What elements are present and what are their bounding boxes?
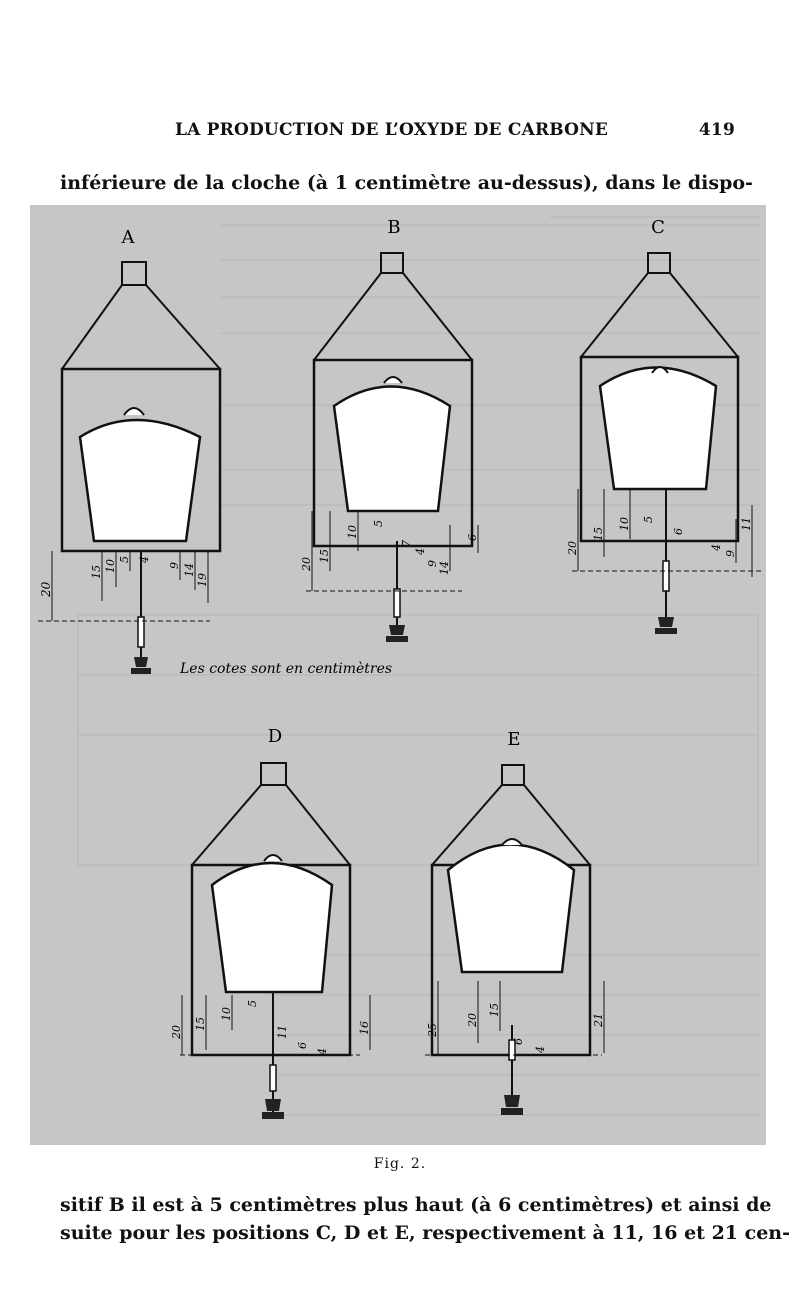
panel-d: [170, 726, 371, 1119]
panel-c: [566, 217, 762, 634]
dimension-label: 20: [566, 541, 579, 555]
dimension-label: 4: [710, 544, 723, 551]
dimension-label: 15: [90, 565, 103, 579]
dimension-label: 4: [138, 556, 151, 563]
dimension-label: 21: [592, 1013, 605, 1027]
panel-label-e: E: [507, 729, 521, 750]
dimension-label: 11: [740, 517, 753, 531]
running-header: [175, 120, 735, 144]
dimension-label: 5: [118, 556, 131, 563]
figure-drawing: [30, 205, 766, 1145]
dimension-label: 10: [618, 517, 631, 531]
dimension-label: 5: [372, 520, 385, 527]
dimension-label: 6: [512, 1038, 525, 1045]
dimension-label: 15: [318, 549, 331, 563]
dimension-label: 20: [170, 1025, 183, 1039]
dimension-label: 20: [300, 557, 313, 571]
dimension-label: 16: [358, 1021, 371, 1035]
dimension-label: 4: [534, 1046, 547, 1053]
panel-e: [425, 729, 605, 1115]
dimension-label: 4: [414, 548, 427, 555]
dimension-label: 15: [488, 1003, 501, 1017]
dimension-label: 5: [642, 516, 655, 523]
dimension-label: 20: [39, 581, 53, 597]
dimension-label: 25: [426, 1023, 439, 1037]
panel-label-b: B: [387, 217, 401, 238]
dimension-label: 10: [220, 1007, 233, 1021]
body-text-line-bottom-1: sitif B il est à 5 centimètres plus haut (à 6 centimètres) et ainsi de: [60, 1194, 772, 1216]
figure-caption: Fig. 2.: [373, 1156, 427, 1172]
body-text-line-top: inférieure de la cloche (à 1 centimètre au-dessus), dans le dispo-: [60, 172, 753, 194]
dimension-label: 4: [316, 1048, 329, 1055]
running-title: LA PRODUCTION DE L’OXYDE DE CARBONE: [175, 120, 609, 140]
dimension-label: 7: [400, 540, 413, 547]
dimension-label: 9: [426, 560, 439, 567]
dimension-label: 11: [276, 1025, 289, 1039]
units-note: Les cotes sont en centimètres: [180, 661, 393, 677]
dimension-label: 14: [438, 561, 451, 575]
dimension-label: 15: [592, 527, 605, 541]
panel-label-c: C: [651, 217, 665, 238]
dimension-label: 20: [466, 1013, 479, 1027]
dimension-label: 6: [672, 528, 685, 535]
panel-label-d: D: [267, 726, 283, 747]
page-number: 419: [698, 120, 735, 140]
dimension-label: 9: [724, 550, 737, 557]
dimension-label: 15: [194, 1017, 207, 1031]
figure-plate: [30, 205, 766, 1145]
dimension-label: 10: [104, 559, 117, 573]
dimension-label: 10: [346, 525, 359, 539]
body-text-line-bottom-2: suite pour les positions C, D et E, respectivement à 11, 16 et 21 cen-: [60, 1222, 790, 1244]
dimension-label: 6: [296, 1042, 309, 1049]
dimension-label: 14: [183, 563, 196, 577]
dimension-label: 6: [466, 534, 479, 541]
dimension-label: 5: [246, 1000, 259, 1007]
dimension-label: 19: [196, 573, 209, 587]
panel-label-a: A: [121, 227, 135, 248]
dimension-label: 9: [168, 562, 181, 569]
panel-b: [300, 217, 479, 642]
